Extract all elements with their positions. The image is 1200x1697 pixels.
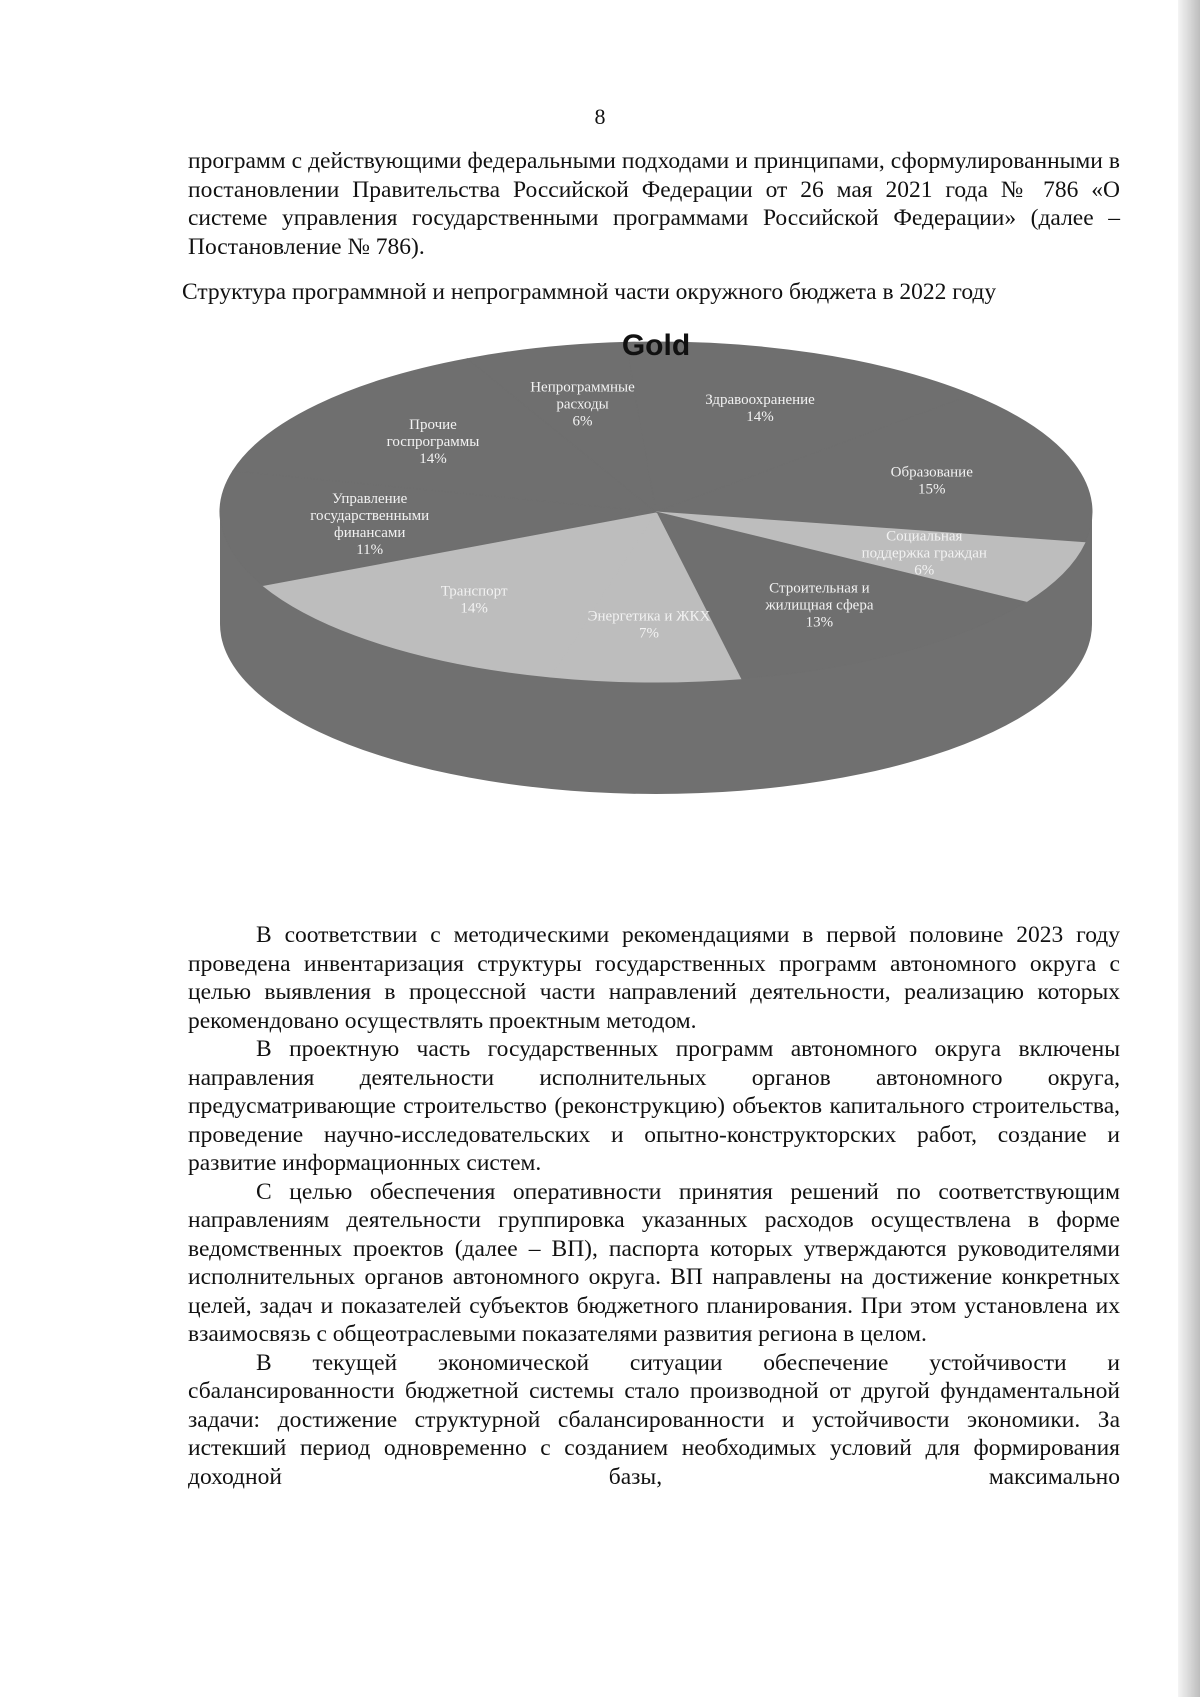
pie-slice-label: Социальная поддержка граждан 6% [861,528,987,579]
scan-edge-shadow [1178,0,1200,1697]
pie-slice-label: Строительная и жилищная сфера 13% [765,580,874,631]
pie-slice-label: Непрограммные расходы 6% [530,379,635,430]
intro-text [188,147,1120,261]
paragraph-4: В текущей экономической ситуации обеспечение устойчивости и сбалансированности бюджетной системы стало производной от другой фундаментальной задачи: достижение структурной сбалансированности и устойчивости экономики. За истекший период одновременно с созданием необходимых условий для формирования доходной базы, максимально [188,1349,1120,1490]
pie-slice-label: Образование 15% [890,464,973,498]
chart-title: Gold [621,330,691,362]
page-number: 8 [594,104,606,129]
pie-slice-label: Прочие госпрограммы 14% [386,417,480,468]
chart-caption: Структура программной и непрограммной части окружного бюджета в 2022 году [182,279,997,305]
pie-slice-label: Управление государственными финансами 11% [310,490,430,558]
paragraph-3: С целью обеспечения оперативности принятия решений по соответствующим направлениям деятельности группировка указанных расходов осуществлена в форме ведомственных проектов (далее – ВП), паспорта которых утверждаются руководителями исполнительных органов автономного округа. ВП направлены на достижение конкретных целей, задач и показателей субъектов бюджетного планирования. При этом установлена их взаимосвязь с общеотраслевыми показателями развития региона в целом. [188,1178,1120,1347]
paragraph-2: В проектную часть государственных программ автономного округа включены направления деятельности исполнительных органов автономного округа, предусматривающие строительство (реконструкцию) объектов капитального строительства, проведение научно-исследовательских и опытно-конструкторских работ, создание и развитие информационных систем. [188,1036,1120,1176]
pie-slice-label: Транспорт 14% [440,583,508,617]
pie-slice-label: Здравоохранение 14% [705,391,815,425]
pie-chart [196,330,1126,880]
paragraph-1: В соответствии с методическими рекомендациями в первой половине 2023 году проведена инвентаризация структуры государственных программ автономного округа с целью выявления в процессной части направлений деятельности, реализацию которых рекомендовано осуществлять проектным методом. [188,922,1120,1034]
pie-slice-label: Энергетика и ЖКХ 7% [587,608,711,642]
body-text [188,921,1120,1491]
intro-paragraph: программ с действующими федеральными подходами и принципами, сформулированными в постановлении Правительства Российской Федерации от 26 мая 2021 года № 786 «О системе управления государственными программами Российской Федерации» (далее – Постановление № 786). [188,148,1120,260]
pie-chart-svg [196,330,1126,880]
